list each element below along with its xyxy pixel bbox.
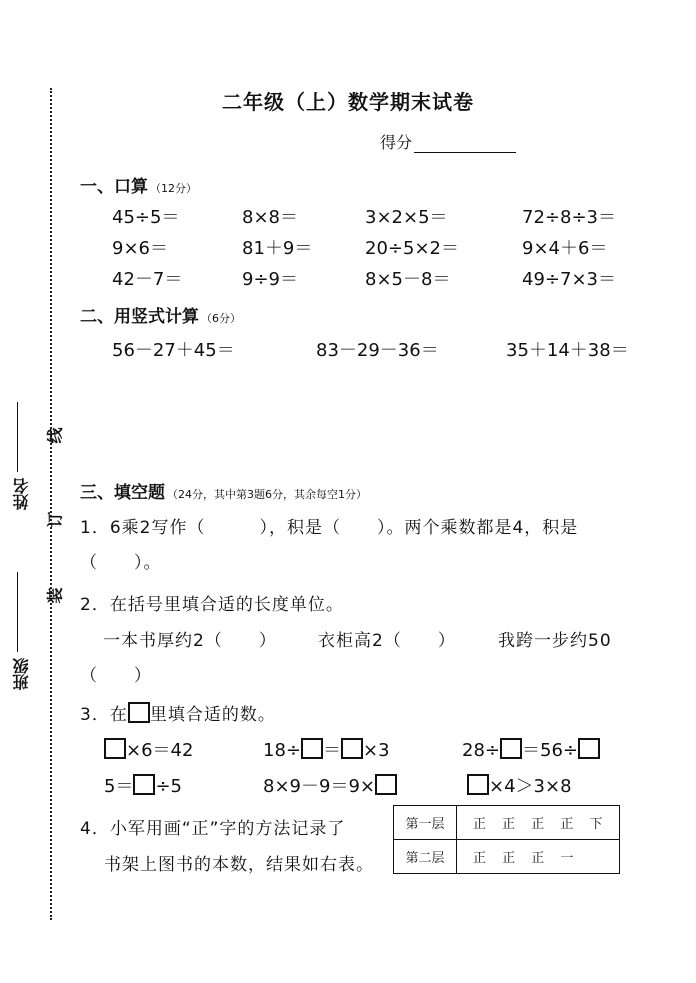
score-field[interactable] [380,130,516,153]
q3-eq-4 [104,772,182,798]
q3-eq-4-b: ÷5 [155,776,182,797]
tally-row-label: 第一层 [394,806,457,840]
q3-eq-2-a: 18÷ [263,740,301,761]
answer-box[interactable] [133,774,155,795]
fill-q1-line2: （ ）。 [80,553,162,573]
oral-1-3: 3×2×5＝ [365,207,448,228]
fill-q3-instruction [80,700,276,725]
q3-eq-3-b: ＝56÷ [522,740,578,761]
class-field[interactable] [10,562,33,690]
oral-1-1: 45÷5＝ [112,207,180,228]
answer-box[interactable] [104,738,126,759]
name-blank-line [18,402,19,472]
q3-eq-6 [467,772,572,798]
oral-1-2: 8×8＝ [242,207,298,228]
oral-3-2: 9÷9＝ [242,269,298,290]
answer-box[interactable] [341,738,363,759]
answer-box[interactable] [128,702,150,723]
q3-eq-4-a: 5＝ [104,776,134,797]
fill-q4-line2: 书架上图书的本数，结果如右表。 [104,855,374,875]
q3-eq-2-c: ×3 [363,740,390,761]
fill-q4-line1: 4．小军用画“正”字的方法记录了 [80,819,346,839]
score-blank[interactable] [414,137,516,153]
name-field[interactable] [10,392,33,510]
section2-title: 二、用竖式计算 [80,307,199,327]
name-label: 姓名 [12,478,31,510]
score-label: 得分 [380,133,413,152]
oral-2-3: 20÷5×2＝ [365,238,459,259]
answer-box[interactable] [467,774,489,795]
q3-post-text: 里填合适的数。 [149,705,276,725]
fill-q2-line1: 2．在括号里填合适的长度单位。 [80,595,344,615]
fill-q2-item-c: 我跨一步约50 [498,631,612,651]
q3-eq-1-text: ×6＝42 [126,740,194,761]
binding-char-xian: 线 [45,427,65,444]
section1-heading [80,172,197,197]
section3-title: 三、填空题 [80,483,165,503]
answer-box[interactable] [500,738,522,759]
binding-char-zhuang: 装 [45,587,65,604]
section1-title: 一、口算 [80,177,148,197]
q3-eq-3-a: 28÷ [462,740,500,761]
q3-eq-5 [263,772,397,798]
oral-3-4: 49÷7×3＝ [522,269,616,290]
fill-q1-line1: 1．6乘2写作（ ），积是（ ）。两个乘数都是4，积是 [80,518,579,538]
section2-heading [80,302,241,327]
table-row [394,806,620,840]
fill-q2-line3: （ ） [80,666,152,686]
oral-2-2: 81＋9＝ [242,238,313,259]
answer-box[interactable] [375,774,397,795]
q3-eq-1 [104,736,193,762]
q3-eq-3 [462,736,600,762]
oral-2-4: 9×4＋6＝ [522,238,608,259]
vertical-calc-3: 35＋14＋38＝ [506,340,629,361]
section3-heading [80,478,367,503]
q3-eq-2 [263,736,390,762]
tally-row-label: 第二层 [394,840,457,874]
fill-q2-item-a: 一本书厚约2（ ） [103,631,277,651]
oral-1-4: 72÷8÷3＝ [522,207,616,228]
answer-box[interactable] [301,738,323,759]
class-blank-line [18,572,19,652]
answer-box[interactable] [578,738,600,759]
class-label: 班级 [12,658,31,690]
fill-q2-item-b: 衣柜高2（ ） [318,631,456,651]
tally-marks: 正 正 正 一 [457,840,620,874]
tally-marks: 正 正 正 正 下 [457,806,620,840]
q3-pre-text: 3．在 [80,705,128,725]
binding-char-ding: 订 [45,511,65,528]
q3-eq-2-b: ＝ [323,740,341,761]
q3-eq-5-text: 8×9－9＝9× [263,776,375,797]
oral-3-3: 8×5－8＝ [365,269,451,290]
binding-dotted-line [50,88,52,920]
section1-points: （12分） [150,182,197,195]
table-row [394,840,620,874]
q3-eq-6-text: ×4＞3×8 [489,776,572,797]
section3-points: （24分，其中第3题6分，其余每空1分） [167,488,367,501]
vertical-calc-1: 56－27＋45＝ [112,340,235,361]
section2-points: （6分） [201,312,241,325]
vertical-calc-2: 83－29－36＝ [316,340,439,361]
page-title: 二年级（上）数学期末试卷 [222,90,474,114]
oral-2-1: 9×6＝ [112,238,168,259]
tally-table [393,805,620,874]
oral-3-1: 42－7＝ [112,269,183,290]
